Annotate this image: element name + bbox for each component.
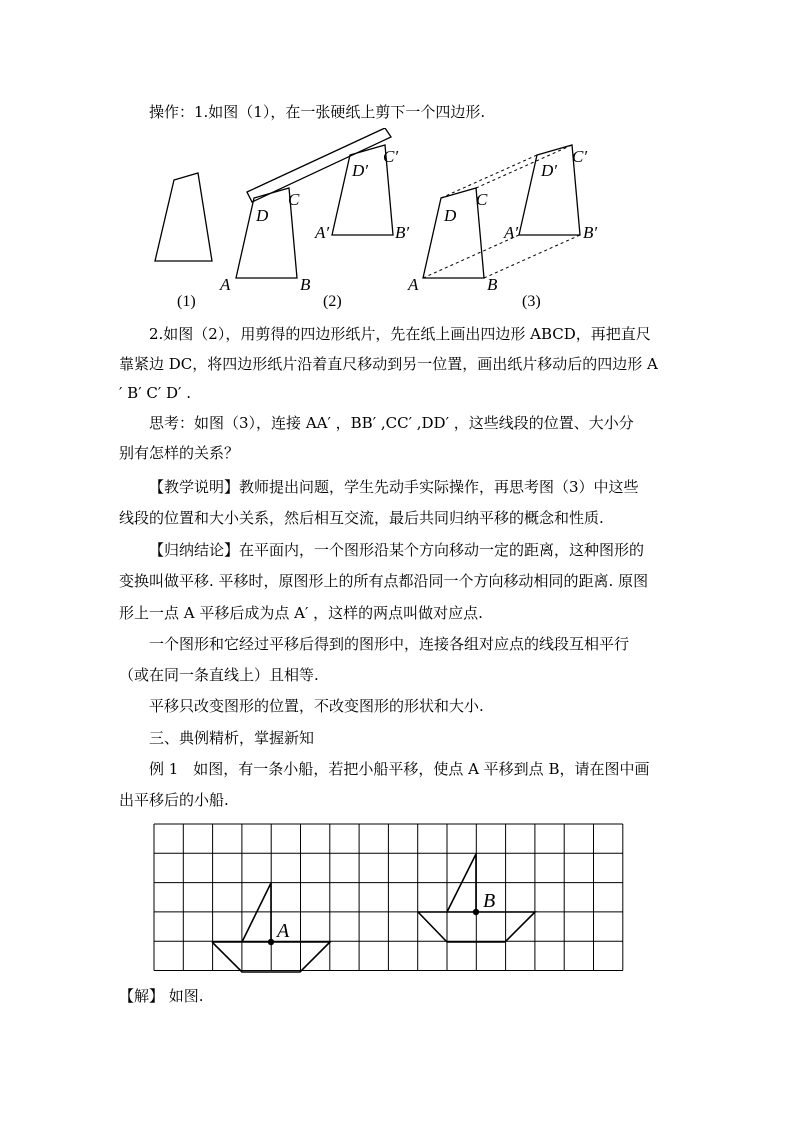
label-fig2-B: B [300, 275, 311, 294]
grid-boat-figure [147, 814, 627, 984]
label-fig2-D1: D′ [352, 161, 368, 180]
point-a [268, 939, 274, 945]
figure-1-quadrilateral [155, 173, 212, 261]
label-fig3-D: D [444, 206, 457, 225]
text-line-example-1: 例 1 如图，有一条小船，若把小船平移，使点 A 平移到点 B，请在图中画 [149, 760, 650, 778]
label-fig2-C: C [288, 190, 300, 209]
label-fig2-D: D [256, 206, 269, 225]
boat-a-sail [242, 883, 271, 942]
text-line-teaching-note-cont: 线段的位置和大小关系，然后相互交流，最后共同归纳平移的概念和性质. [119, 509, 604, 527]
text-line-operation-2-cont: 靠紧边 DC，将四边形纸片沿着直尺移动到另一位置，画出纸片移动后的四边形 A [119, 355, 658, 373]
text-line-property: 一个图形和它经过平移后得到的图形中，连接各组对应点的线段互相平行 [149, 635, 630, 653]
translation-figures [140, 128, 660, 313]
label-fig3-C1: C′ [572, 147, 588, 166]
figure-3-abcd-translated [519, 145, 580, 235]
label-fig3-D1: D′ [541, 161, 557, 180]
text-line-example-1-cont: 出平移后的小船. [119, 791, 229, 809]
label-point-a: A [277, 920, 290, 942]
text-line-conclusion-end: 形上一点 A 平移后成为点 A′ ，这样的两点叫做对应点. [119, 604, 483, 622]
text-line-conclusion: 【归纳结论】在平面内，一个图形沿某个方向移动一定的距离，这种图形的 [149, 541, 645, 559]
label-fig3-B1: B′ [583, 223, 598, 242]
label-fig2-A1: A′ [315, 223, 330, 242]
text-line-operation-1: 操作：1.如图（1），在一张硬纸上剪下一个四边形. [149, 103, 486, 121]
text-line-conclusion-cont: 变换叫做平移. 平移时，原图形上的所有点都沿同一个方向移动相同的距离. 原图 [119, 572, 649, 590]
caption-2: (2) [323, 293, 342, 310]
text-line-teaching-note: 【教学说明】教师提出问题，学生先动手实际操作，再思考图（3）中这些 [149, 478, 639, 496]
text-line-think: 思考：如图（3），连接 AA′ ，BB′ ,CC′ ,DD′ ，这些线段的位置、大小分 [149, 414, 634, 432]
label-fig3-B: B [487, 275, 498, 294]
text-line-think-cont: 别有怎样的关系？ [119, 444, 240, 462]
text-line-property-cont: （或在同一条直线上）且相等. [119, 666, 319, 684]
figure-2-ruler [247, 128, 391, 202]
text-line-translation-note: 平移只改变图形的位置，不改变图形的形状和大小. [149, 697, 484, 715]
label-fig3-C: C [476, 190, 488, 209]
point-b [473, 909, 479, 915]
figure-3-abcd [423, 188, 484, 278]
label-fig2-B1: B′ [395, 223, 410, 242]
text-line-operation-2: 2.如图（2），用剪得的四边形纸片，先在纸上画出四边形 ABCD，再把直尺 [149, 325, 651, 343]
label-fig3-A1: A′ [504, 223, 519, 242]
label-fig2-C1: C′ [383, 147, 399, 166]
text-line-operation-2-end: ′ B′ C′ D′ . [119, 384, 191, 402]
label-fig3-A: A [408, 275, 419, 294]
text-line-solution: 【解】 如图. [119, 987, 204, 1005]
caption-1: (1) [177, 293, 196, 310]
label-point-b: B [483, 890, 496, 912]
label-fig2-A: A [220, 275, 231, 294]
section-heading-examples: 三、典例精析，掌握新知 [149, 729, 315, 747]
caption-3: (3) [522, 293, 541, 310]
